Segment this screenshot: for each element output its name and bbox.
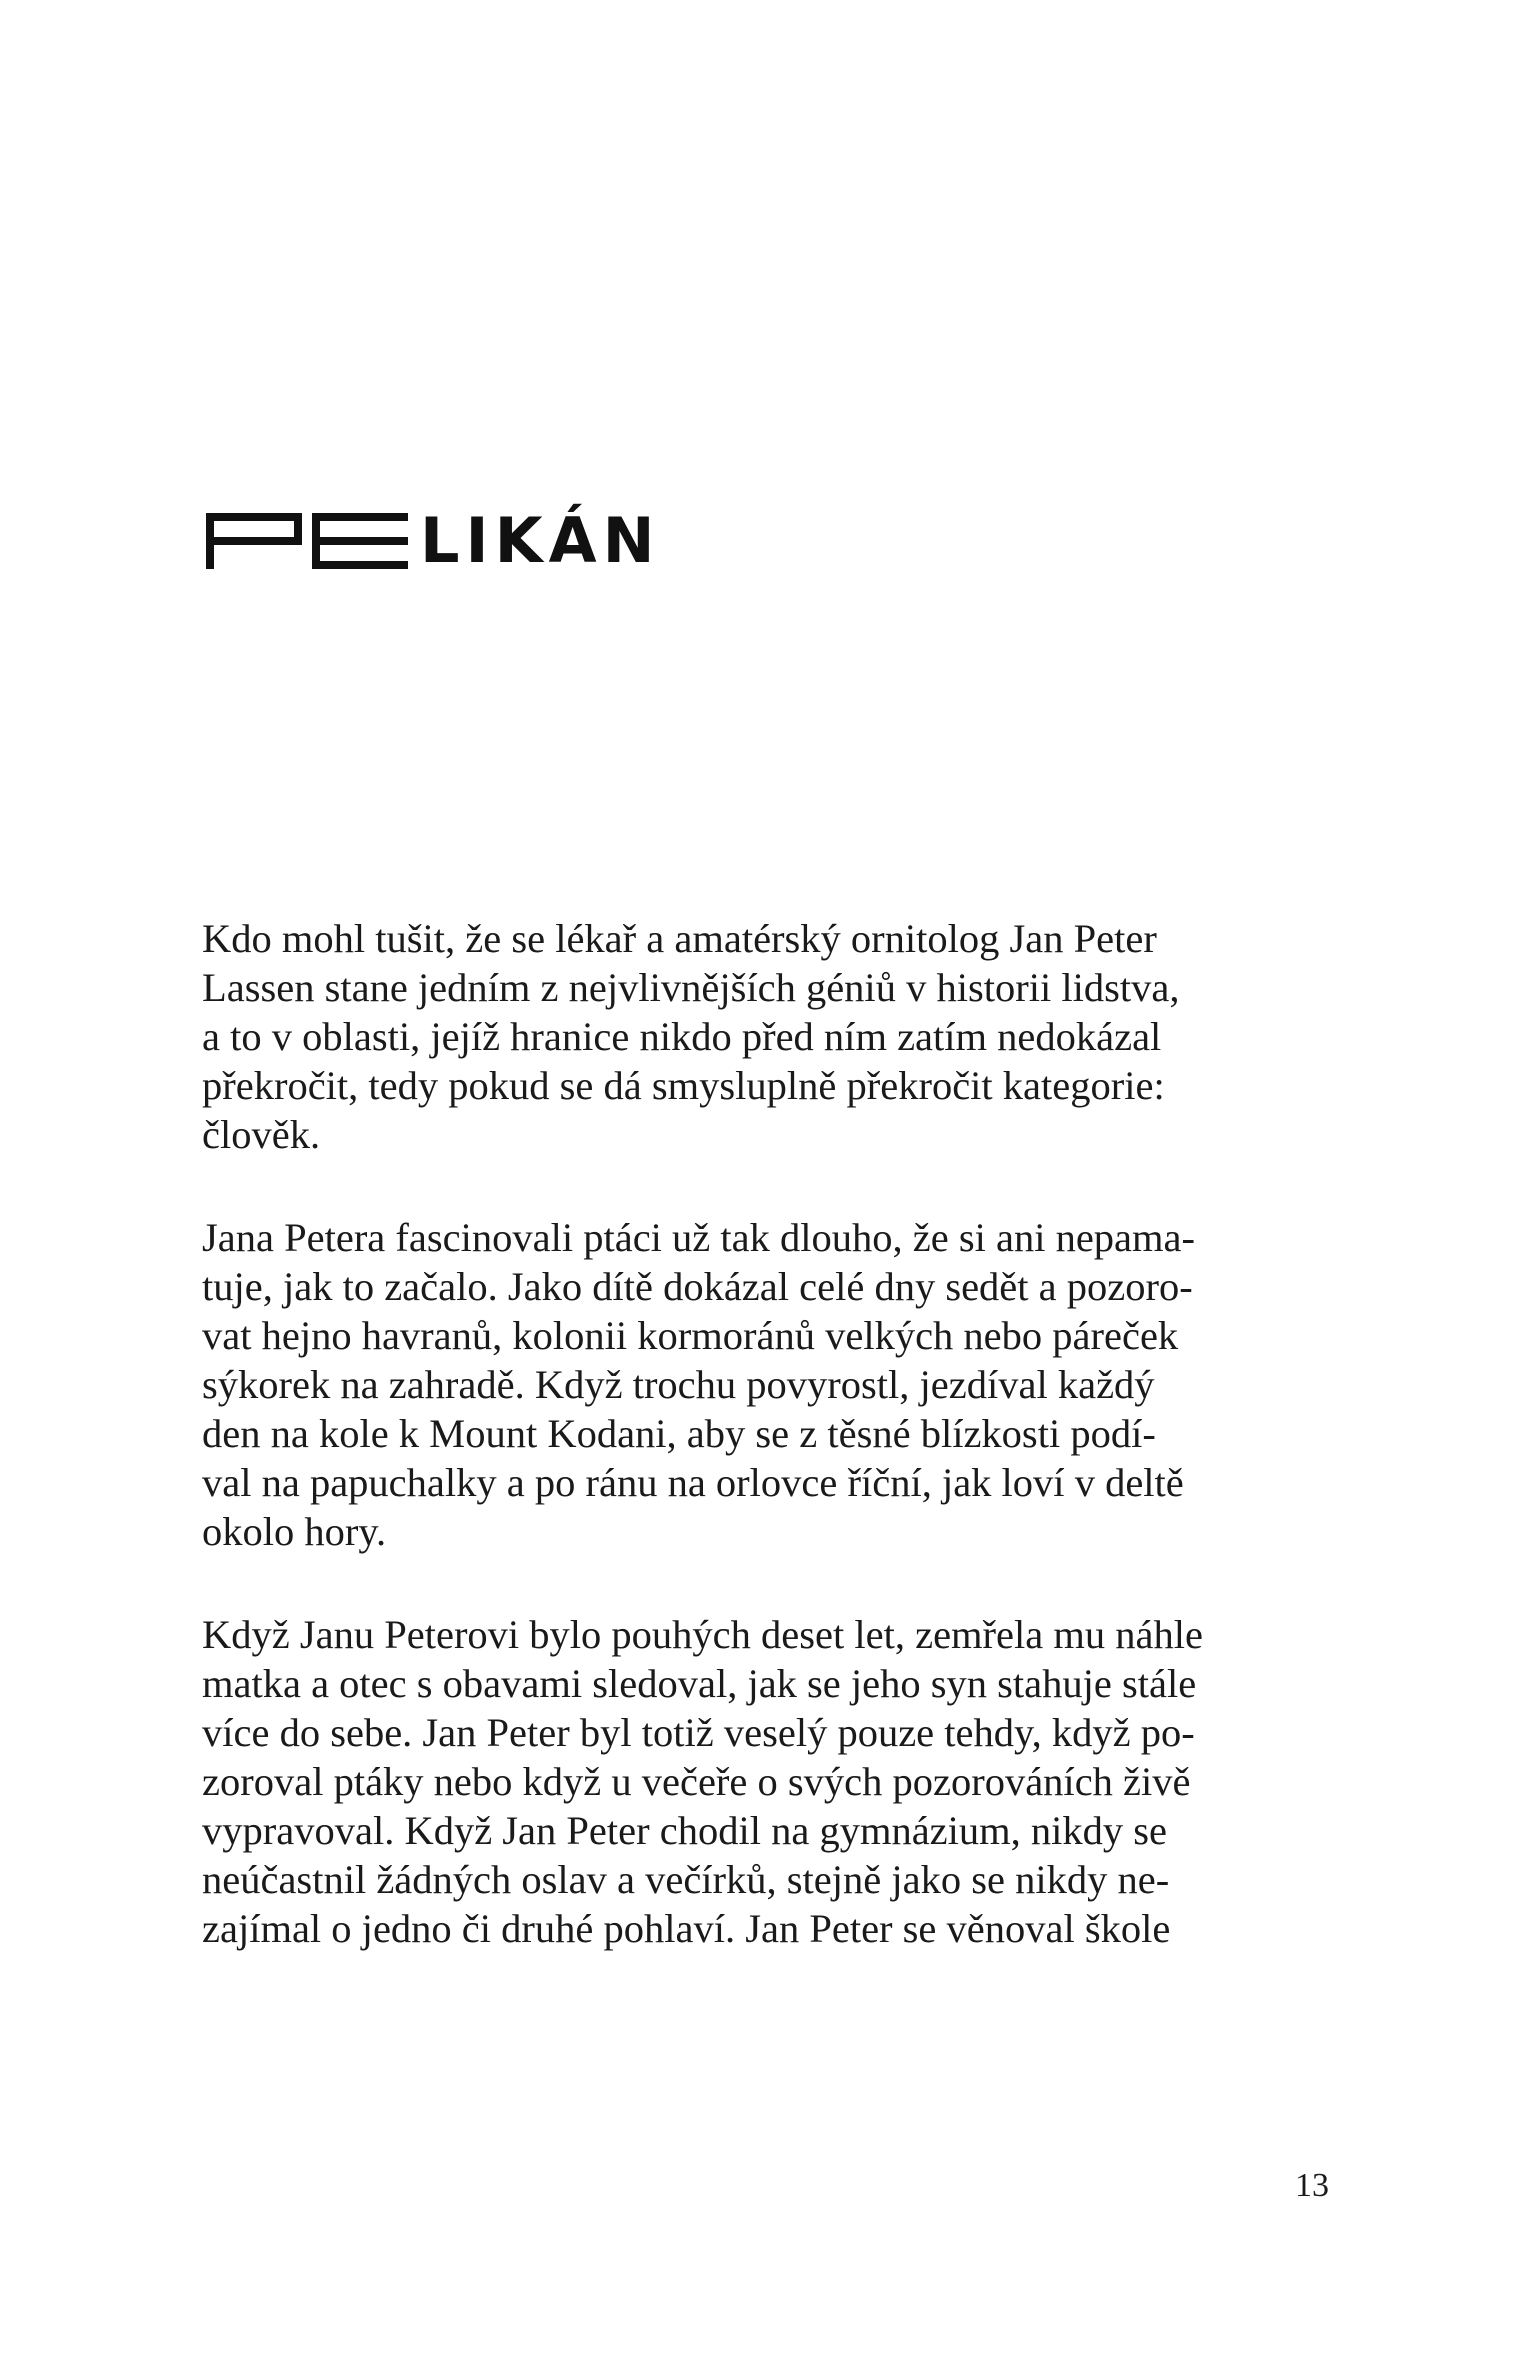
- paragraph-gap: [202, 1556, 1336, 1610]
- stylized-p-glyph: [206, 513, 302, 569]
- page-number: 13: [1295, 2167, 1329, 2204]
- text-line: Lassen stane jedním z nejvlivnějších géniů v historii lidstva,: [202, 965, 1180, 1010]
- text-line: tuje, jak to začalo. Jako dítě dokázal celé dny sedět a pozoro-: [202, 1264, 1193, 1309]
- text-line: a to v oblasti, jejíž hranice nikdo před ním zatím nedokázal: [202, 1014, 1162, 1059]
- text-line: matka a otec s obavami sledoval, jak se jeho syn stahuje stále: [202, 1661, 1197, 1706]
- chapter-title: [206, 504, 661, 577]
- text-line: den na kole k Mount Kodani, aby se z těsné blízkosti podí-: [202, 1411, 1156, 1456]
- text-line: neúčastnil žádných oslav a večírků, stejně jako se nikdy ne-: [202, 1857, 1170, 1902]
- text-line: sýkorek na zahradě. Když trochu povyrostl, jezdíval každý: [202, 1362, 1155, 1407]
- text-line: zoroval ptáky nebo když u večeře o svých pozorováních živě: [202, 1759, 1191, 1804]
- stylized-e-glyph: [312, 513, 408, 569]
- text-line: více do sebe. Jan Peter byl totiž veselý pouze tehdy, když po-: [202, 1710, 1195, 1755]
- text-line: vypravoval. Když Jan Peter chodil na gymnázium, nikdy se: [202, 1808, 1168, 1853]
- text-line: okolo hory.: [202, 1509, 387, 1554]
- text-line: val na papuchalky a po ránu na orlovce říční, jak loví v deltě: [202, 1460, 1184, 1505]
- chapter-title-stylized-pe: [206, 513, 408, 569]
- paragraph-gap: [202, 1159, 1336, 1213]
- chapter-body: [202, 914, 1336, 1953]
- text-line: překročit, tedy pokud se dá smysluplně překročit kategorie:: [202, 1063, 1165, 1108]
- text-line: Jana Petera fascinovali ptáci už tak dlouho, že si ani nepama-: [202, 1215, 1195, 1260]
- text-line: zajímal o jedno či druhé pohlaví. Jan Peter se věnoval škole: [202, 1906, 1171, 1951]
- chapter-title-text: LIKÁN: [420, 504, 661, 577]
- text-line: Když Janu Peterovi bylo pouhých deset let, zemřela mu náhle: [202, 1612, 1203, 1657]
- text-line: člověk.: [202, 1112, 321, 1157]
- text-line: Kdo mohl tušit, že se lékař a amatérský ornitolog Jan Peter: [202, 916, 1157, 961]
- text-line: vat hejno havranů, kolonii kormoránů velkých nebo páreček: [202, 1313, 1179, 1358]
